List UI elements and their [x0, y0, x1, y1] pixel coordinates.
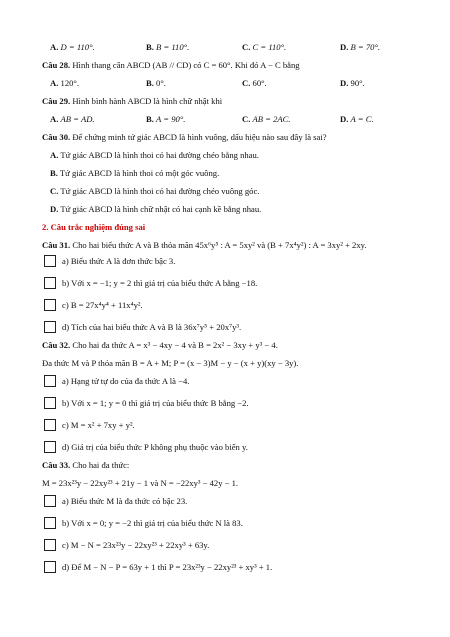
q31-c-checkbox[interactable] — [44, 299, 56, 311]
q33-stem-2: M = 23x²³y − 22xy²³ + 21y − 1 và N = −22xy³ − 42y − 1. — [42, 478, 239, 488]
q31-b-checkbox[interactable] — [44, 277, 56, 289]
q32-stem: Câu 32. Cho hai đa thức A = x³ − 4xy − 4 và B = 2x² − 3xy + y³ − 4. — [42, 340, 278, 350]
q28-option-a[interactable]: A. 120°. — [50, 78, 79, 88]
q31-d-checkbox[interactable] — [44, 321, 56, 333]
q28-option-c[interactable]: C. 60°. — [242, 78, 267, 88]
q32-item-b: b) Với x = 1; y = 0 thì giá trị của biểu thức B bằng −2. — [62, 398, 249, 408]
q30-option-b[interactable]: B. Tứ giác ABCD là hình thoi có một góc vuông. — [50, 168, 220, 178]
q29-option-d[interactable]: D. A = C. — [340, 114, 374, 124]
q31-item-b: b) Với x = −1; y = 2 thì giá trị của biểu thức A bằng −18. — [62, 278, 258, 288]
q28-stem: Câu 28. Hình thang cân ABCD (AB // CD) có C = 60°. Khi đó A − C bằng — [42, 60, 300, 70]
q33-item-c: c) M − N = 23x²³y − 22xy²³ + 22xy³ + 63y. — [62, 540, 210, 550]
q27-option-b[interactable]: B. B = 110°. — [146, 42, 190, 52]
q33-c-checkbox[interactable] — [44, 539, 56, 551]
q29-option-b[interactable]: B. A = 90°. — [146, 114, 186, 124]
q32-item-a: a) Hạng tử tự do của đa thức A là −4. — [62, 376, 190, 386]
q27-option-c[interactable]: C. C = 110°. — [242, 42, 287, 52]
q28-option-b[interactable]: B. 0°. — [146, 78, 166, 88]
q32-stem-2: Đa thức M và P thỏa mãn B = A + M; P = (x − 3)M − y − (x + y)(xy − 3y). — [42, 358, 299, 368]
q33-item-b: b) Với x = 0; y = −2 thì giá trị của biểu thức N là 83. — [62, 518, 243, 528]
section-header: 2. Câu trắc nghiệm đúng sai — [42, 222, 146, 232]
q29-option-a[interactable]: A. AB = AD. — [50, 114, 95, 124]
q32-d-checkbox[interactable] — [44, 441, 56, 453]
q30-option-c[interactable]: C. Tứ giác ABCD là hình thoi có hai đường chéo vuông góc. — [50, 186, 260, 196]
q32-item-d: d) Giá trị của biểu thức P không phụ thuộc vào biến y. — [62, 442, 248, 452]
q31-stem: Câu 31. Cho hai biểu thức A và B thỏa mãn 45x⁶y⁵ : A = 5xy² và (B + 7x⁴y²) : A = 3xy² + 2xy. — [42, 240, 367, 250]
q33-a-checkbox[interactable] — [44, 495, 56, 507]
q33-item-a: a) Biểu thức M là đa thức có bậc 23. — [62, 496, 188, 506]
q31-item-d: d) Tích của hai biểu thức A và B là 36x⁷y⁵ + 20x⁷y³. — [62, 322, 242, 332]
q31-item-a: a) Biểu thức A là đơn thức bậc 3. — [62, 256, 176, 266]
q28-option-d[interactable]: D. 90°. — [340, 78, 365, 88]
q30-stem: Câu 30. Để chứng minh tứ giác ABCD là hình vuông, dấu hiệu nào sau đây là sai? — [42, 132, 327, 142]
q31-a-checkbox[interactable] — [44, 255, 56, 267]
q32-c-checkbox[interactable] — [44, 419, 56, 431]
q27-option-a[interactable]: A. D = 110°. — [50, 42, 95, 52]
q29-option-c[interactable]: C. AB = 2AC. — [242, 114, 291, 124]
q33-d-checkbox[interactable] — [44, 561, 56, 573]
q30-option-a[interactable]: A. Tứ giác ABCD là hình thoi có hai đường chéo bằng nhau. — [50, 150, 259, 160]
q32-item-c: c) M = x² + 7xy + y². — [62, 420, 135, 430]
q33-stem: Câu 33. Cho hai đa thức: — [42, 460, 130, 470]
q33-b-checkbox[interactable] — [44, 517, 56, 529]
q31-item-c: c) B = 27x⁴y⁴ + 11x⁴y². — [62, 300, 143, 310]
q33-item-d: d) Để M − N − P = 63y + 1 thì P = 23x²³y − 22xy²³ + xy³ + 1. — [62, 562, 273, 572]
q32-a-checkbox[interactable] — [44, 375, 56, 387]
q30-option-d[interactable]: D. Tứ giác ABCD là hình chữ nhật có hai cạnh kề bằng nhau. — [50, 204, 262, 214]
q29-stem: Câu 29. Hình bình hành ABCD là hình chữ nhật khi — [42, 96, 223, 106]
q32-b-checkbox[interactable] — [44, 397, 56, 409]
q27-option-d[interactable]: D. B = 70°. — [340, 42, 381, 52]
